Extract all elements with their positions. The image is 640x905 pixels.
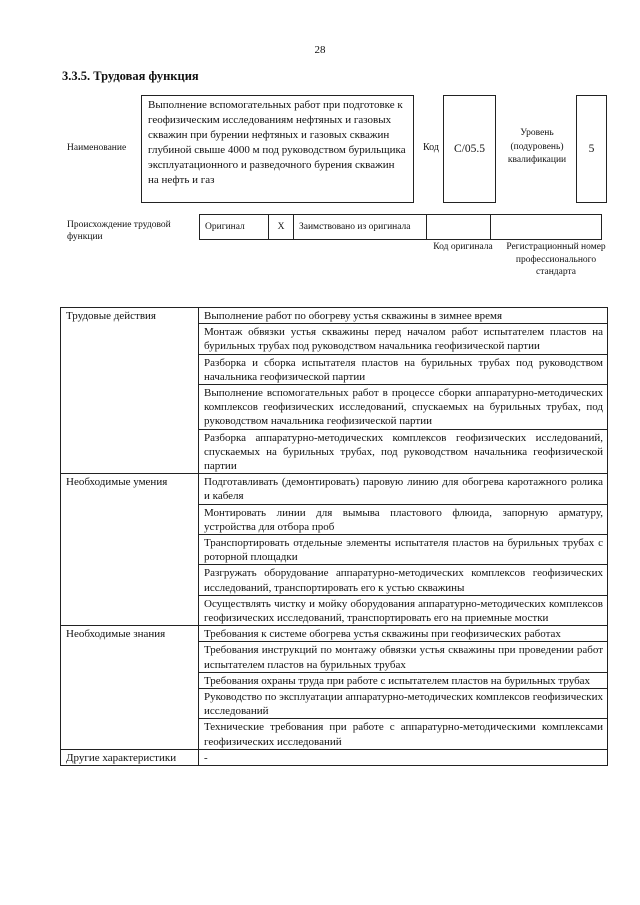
- code-original-cell: [427, 215, 491, 240]
- section-item: Руководство по эксплуатации аппаратурно-методических комплексов геофизических исследований: [199, 689, 608, 719]
- section-item: Выполнение вспомогательных работ в процессе сборки аппаратурно-методических комплексов геофизических исследований, спускаемых на бурильных трубах, под руководством начальника геофизической партии: [199, 385, 608, 430]
- qualification-level-value: 5: [588, 143, 595, 155]
- origin-table: [199, 214, 602, 240]
- qualification-level-label: Уровень (подуровень) квалификации: [507, 128, 567, 165]
- section-item: Требования инструкций по монтажу обвязки устья скважины при проведении работ испытателем пластов на бурильных трубах: [199, 642, 608, 672]
- section-item: Технические требования при работе с аппаратурно-методическими комплексами геофизических исследований: [199, 719, 608, 749]
- section-item: Разборка и сборка испытателя пластов на бурильных трубах под руководством начальника геофизической партии: [199, 354, 608, 384]
- section-title-cell: Другие характеристики: [61, 749, 199, 765]
- table-row: [61, 749, 608, 765]
- table-row: [61, 626, 608, 642]
- section-item: Монтировать линии для вымыва пластового флюида, запорную арматуру, устройства для отбора проб: [199, 504, 608, 534]
- section-title-cell: Необходимые умения: [61, 474, 199, 626]
- name-label: Наименование: [67, 143, 127, 153]
- reg-number-cell: [491, 215, 602, 240]
- section-item: Разгружать оборудование аппаратурно-методических комплексов геофизических исследований, транспортировать его к устью скважины: [199, 565, 608, 595]
- section-item: -: [199, 749, 608, 765]
- code-value-box: [443, 95, 496, 203]
- section-item: Требования охраны труда при работе с испытателем пластов на бурильных трубах: [199, 672, 608, 688]
- original-label: Оригинал: [200, 215, 269, 240]
- section-title-cell: Трудовые действия: [61, 308, 199, 474]
- section-item: Осуществлять чистку и мойку оборудования аппаратурно-методических комплексов геофизических исследований, транспортировать его на приемные мостки: [199, 595, 608, 625]
- code-original-caption: Код оригинала: [433, 242, 493, 252]
- table-row: [61, 474, 608, 504]
- table-row: [61, 308, 608, 324]
- code-label: Код: [423, 142, 439, 153]
- section-item: Подготавливать (демонтировать) паровую линию для обогрева каротажного ролика и кабеля: [199, 474, 608, 504]
- section-title-cell: Необходимые знания: [61, 626, 199, 750]
- section-item: Разборка аппаратурно-методических комплексов геофизических исследований, спускаемых на бурильных трубах, под руководством начальника геофизической партии: [199, 429, 608, 474]
- code-value: C/05.5: [454, 143, 485, 155]
- section-title: 3.3.5. Трудовая функция: [62, 69, 199, 83]
- function-name-box: Выполнение вспомогательных работ при подготовке к геофизическим исследованиям нефтяных и газовых скважин при бурении нефтяных и газовых скважин глубиной свыше 4000 м под руководством бурильщика эксплуатационного и разведочного бурения скважин на нефть и газ: [141, 95, 414, 203]
- qualification-level-box: [576, 95, 607, 203]
- borrowed-label: Заимствовано из оригинала: [294, 215, 427, 240]
- function-details-table: [60, 307, 608, 766]
- origin-label: Происхождение трудовой функции: [67, 220, 171, 242]
- section-item: Выполнение работ по обогреву устья скважины в зимнее время: [199, 308, 608, 324]
- original-mark: X: [269, 215, 294, 240]
- section-item: Монтаж обвязки устья скважины перед началом работ испытателем пластов на бурильных трубах под руководством начальника геофизической партии: [199, 324, 608, 354]
- section-item: Транспортировать отдельные элементы испытателя пластов на бурильных трубах с роторной площадки: [199, 535, 608, 565]
- reg-number-caption: Регистрационный номер профессионального стандарта: [506, 242, 606, 277]
- section-item: Требования к системе обогрева устья скважины при геофизических работах: [199, 626, 608, 642]
- page-number: 28: [314, 44, 326, 56]
